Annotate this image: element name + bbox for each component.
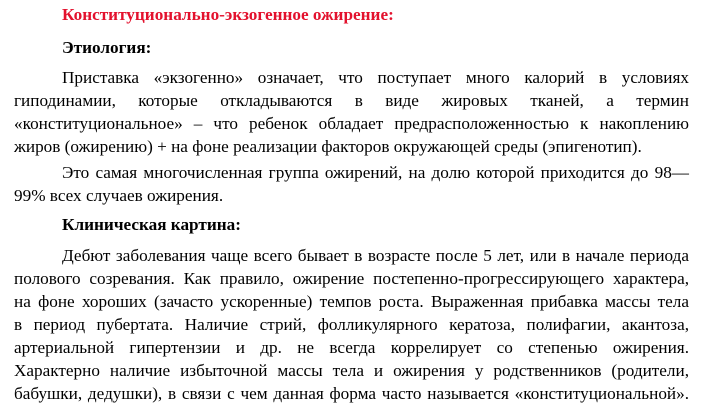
text-line: Приставка «экзогенно» означает, что поступает много калорий в условиях: [62, 68, 689, 87]
text-line: 99% всех случаев ожирения.: [14, 186, 224, 205]
etiology-paragraph-2: [14, 161, 689, 207]
text-line: Это самая многочисленная группа ожирений, на долю которой приходится до 98—: [62, 163, 689, 182]
text-line: артериальной гипертензии и др. не всегда коррелирует со степенью ожирения.: [14, 338, 689, 357]
text-line: гиподинамии, которые откладываются в виде жировых тканей, а термин: [14, 91, 689, 110]
text-line: Характерно наличие избыточной массы тела и ожирения у родственников (родители,: [14, 361, 689, 380]
text-line: в период пубертата. Наличие стрий, фолликулярного кератоза, полифагии, акантоза,: [14, 315, 689, 334]
etiology-heading: Этиология:: [62, 38, 152, 57]
text-line: бабушки, дедушки), в связи с чем данная форма часто называется «конституциональной».: [14, 384, 689, 403]
etiology-paragraph-1: [14, 66, 689, 158]
text-line: на фоне хороших (зачасто ускоренные) темпов роста. Выраженная прибавка массы тела: [14, 292, 689, 311]
section-title: Конституционально-экзогенное ожирение:: [62, 5, 394, 24]
text-line: Дебют заболевания чаще всего бывает в возрасте после 5 лет, или в начале периода: [62, 246, 689, 265]
text-line: полового созревания. Как правило, ожирение постепенно-прогрессирующего характера,: [14, 269, 689, 288]
text-line: «конституциональное» – что ребенок обладает предрасположенностью к накоплению: [14, 114, 689, 133]
clinical-paragraph: [14, 244, 689, 405]
clinical-heading: Клиническая картина:: [62, 215, 241, 234]
text-line: жиров (ожирению) + на фоне реализации факторов окружающей среды (эпигенотип).: [14, 137, 642, 156]
